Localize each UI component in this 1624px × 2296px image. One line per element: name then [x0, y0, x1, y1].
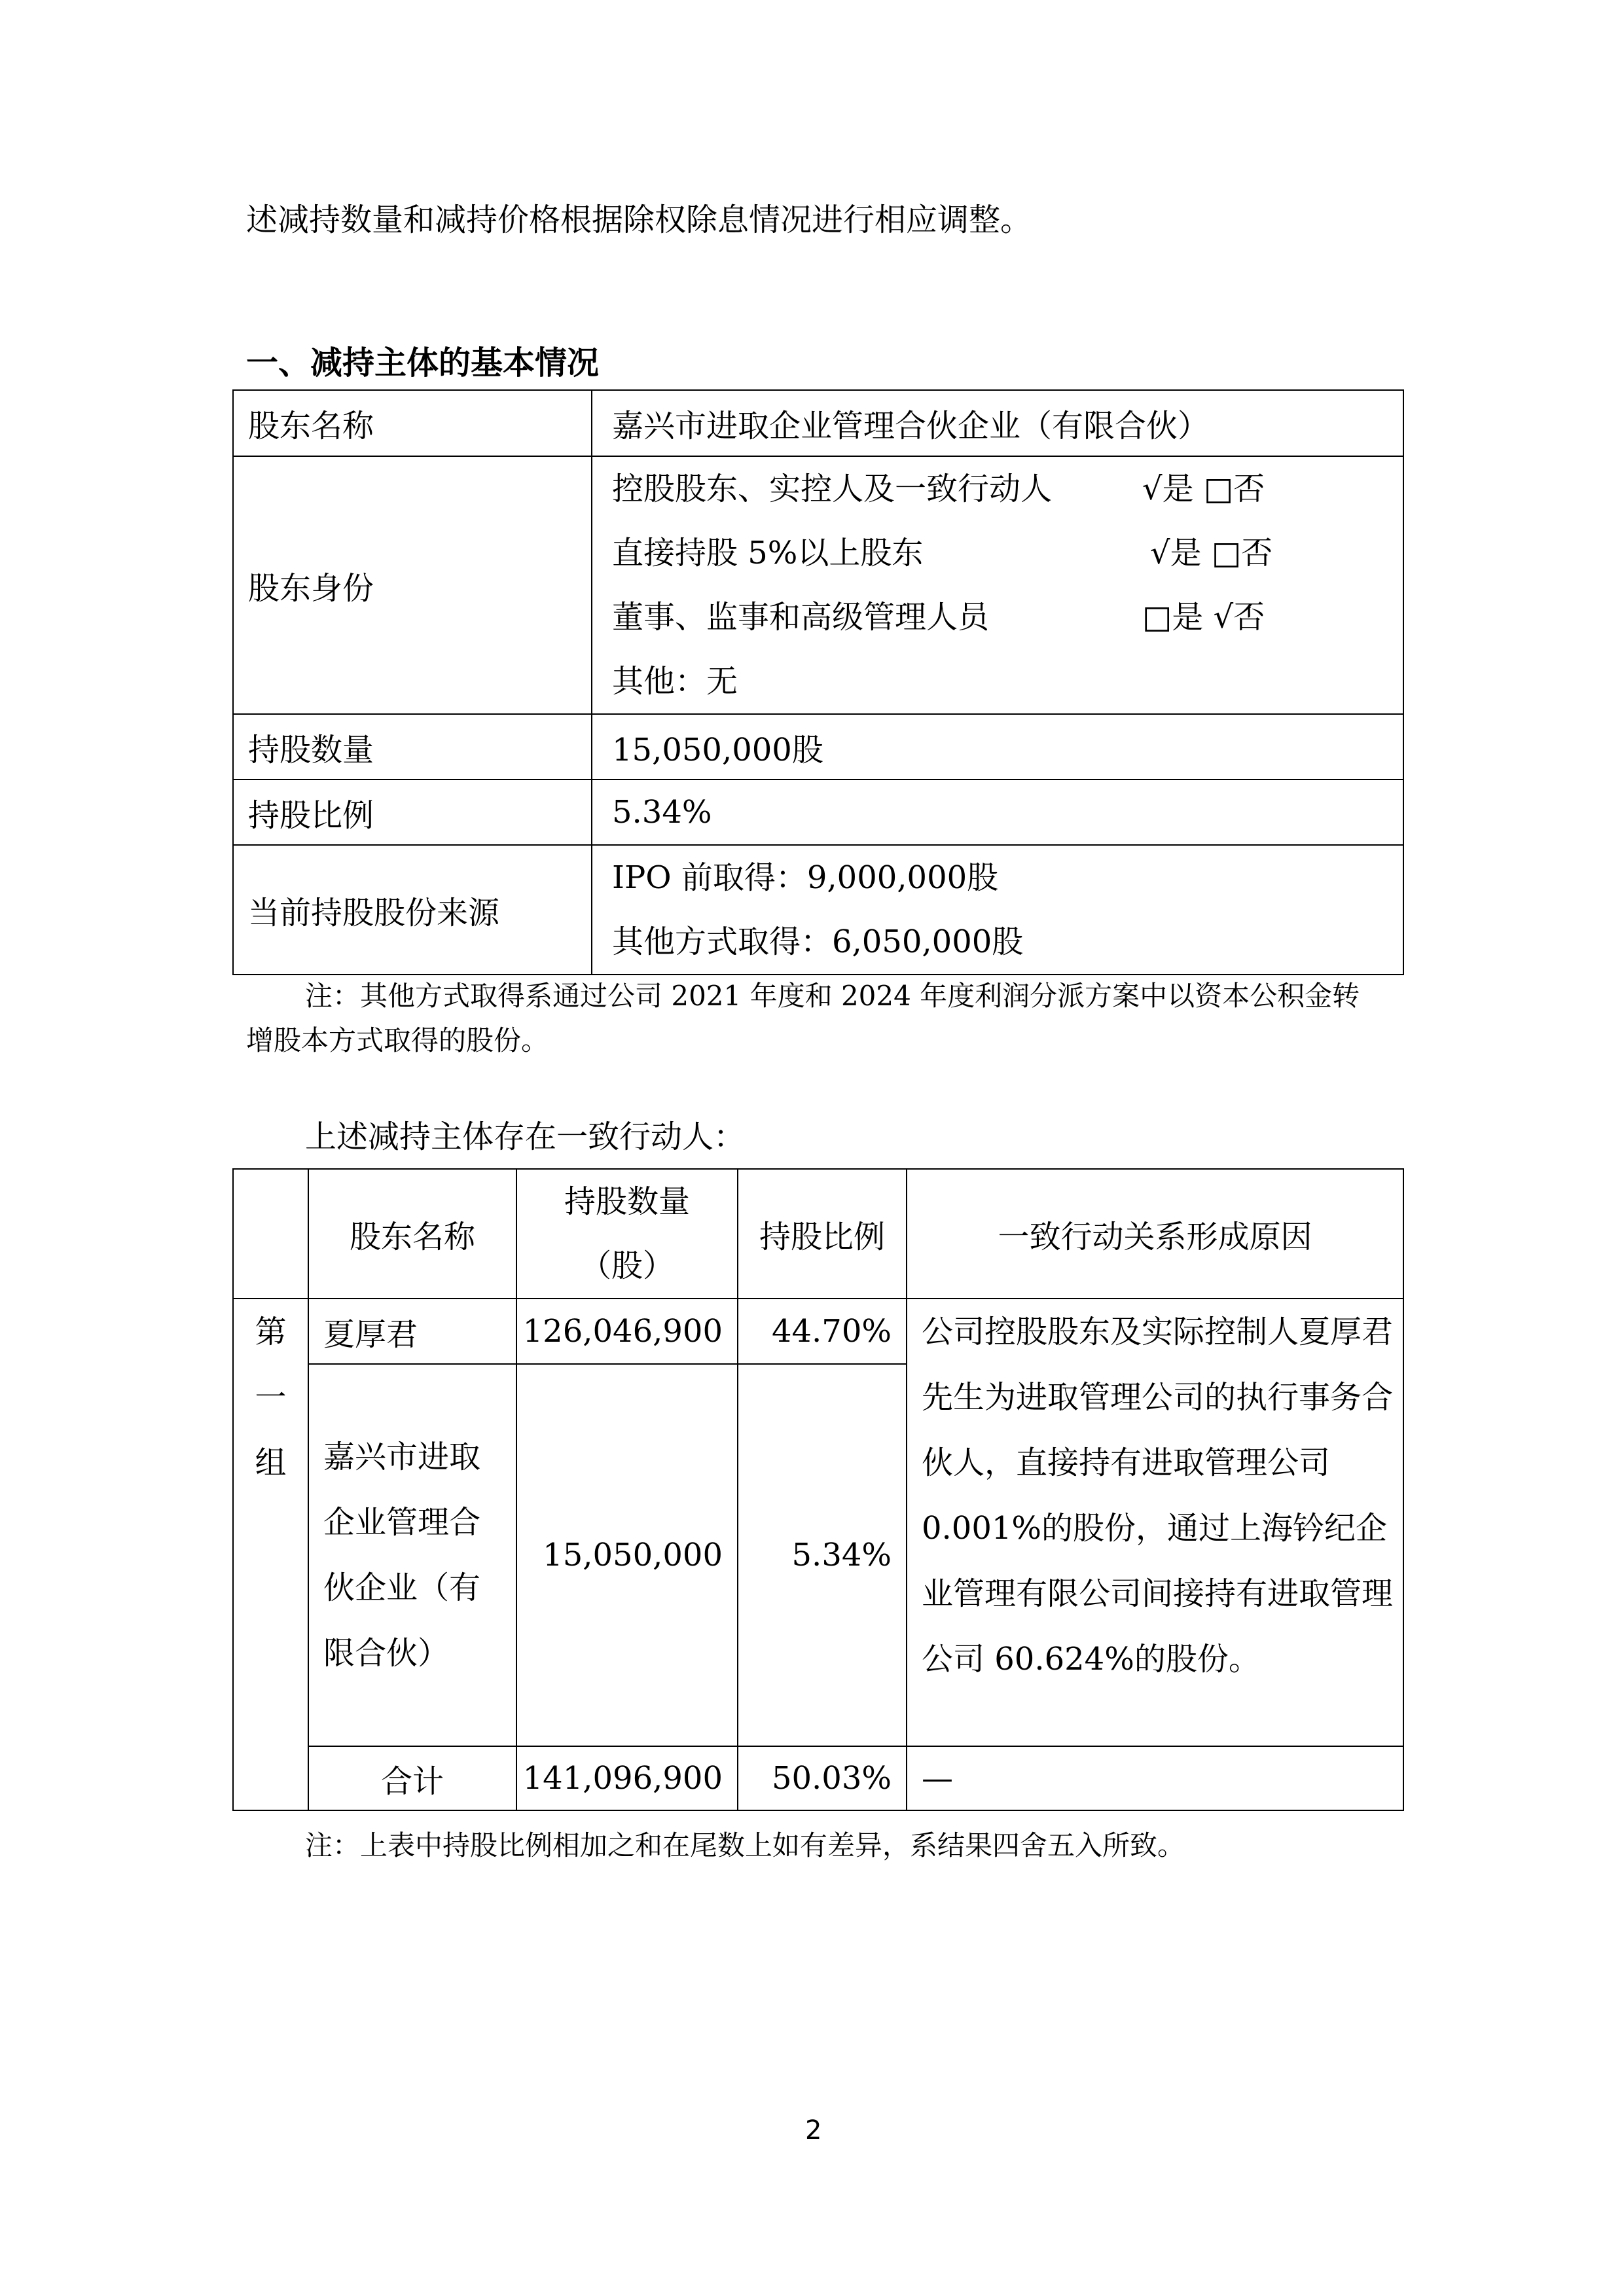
total-shares: 141,096,900: [516, 1746, 738, 1810]
row-shares: 126,046,900: [516, 1299, 738, 1364]
identity-other: 其他：无: [612, 663, 738, 700]
identity-row-check: √是 □否: [1142, 471, 1265, 507]
total-reason: —: [907, 1746, 1403, 1810]
header-reason: 一致行动关系形成原因: [907, 1169, 1403, 1299]
row-ratio: 5.34%: [738, 1364, 907, 1746]
source-line: IPO 前取得：9,000,000股: [612, 859, 999, 896]
shares-value: 15,050,000股: [592, 714, 1403, 780]
holder-basic-table: [232, 389, 1404, 975]
identity-row: [612, 585, 1403, 649]
concert-intro: 上述减持主体存在一致行动人：: [305, 1119, 746, 1155]
identity-row: [612, 457, 1403, 521]
row-name: 夏厚君: [308, 1299, 516, 1364]
group-label-char: 组: [255, 1444, 287, 1481]
source-line: 其他方式取得：6,050,000股: [612, 924, 1024, 960]
note1-line1: 注：其他方式取得系通过公司 2021 年度和 2024 年度利润分派方案中以资本公积金转: [305, 980, 1360, 1012]
header-blank: [233, 1169, 308, 1299]
ratio-value: 5.34%: [592, 780, 1403, 845]
holder-identity-cell: [592, 456, 1403, 714]
identity-row-text: 董事、监事和高级管理人员: [612, 599, 990, 636]
group-label-char: 第: [255, 1314, 287, 1350]
row-ratio: 44.70%: [738, 1299, 907, 1364]
group-label: [233, 1299, 308, 1810]
header-ratio: 持股比例: [738, 1169, 907, 1299]
row-name: 嘉兴市进取企业管理合伙企业（有限合伙）: [308, 1364, 516, 1746]
section-title: 一、减持主体的基本情况: [246, 344, 600, 382]
total-ratio: 50.03%: [738, 1746, 907, 1810]
page-number: 2: [805, 2115, 822, 2145]
header-shares-line1: 持股数量: [564, 1183, 690, 1220]
row-shares: 15,050,000: [516, 1364, 738, 1746]
header-name: 股东名称: [308, 1169, 516, 1299]
identity-row-text: 直接持股 5%以上股东: [612, 535, 924, 571]
header-shares-line2: （股）: [579, 1247, 674, 1284]
source-cell: [592, 845, 1403, 975]
reason-text: 公司控股股东及实际控制人夏厚君先生为进取管理公司的执行事务合伙人，直接持有进取管理公司 0.001%的股份，通过上海钤纪企业管理有限公司间接持有进取管理公司 60.624%的股份。: [907, 1299, 1403, 1746]
note1-line2: 增股本方式取得的股份。: [246, 1024, 549, 1056]
concert-party-table: [232, 1168, 1404, 1811]
ratio-label: 持股比例: [233, 780, 592, 845]
identity-row-check: □是 √否: [1142, 599, 1265, 636]
intro-line: 述减持数量和减持价格根据除权除息情况进行相应调整。: [246, 202, 1032, 238]
identity-row: [612, 521, 1403, 585]
source-label: 当前持股股份来源: [233, 845, 592, 975]
header-shares: [516, 1169, 738, 1299]
holder-identity-label: 股东身份: [233, 456, 592, 714]
holder-name-label: 股东名称: [233, 390, 592, 456]
shares-label: 持股数量: [233, 714, 592, 780]
total-label: 合计: [308, 1746, 516, 1810]
holder-name-value: 嘉兴市进取企业管理合伙企业（有限合伙）: [592, 390, 1403, 456]
group-label-char: 一: [255, 1379, 287, 1416]
note2: 注：上表中持股比例相加之和在尾数上如有差异，系结果四舍五入所致。: [305, 1829, 1185, 1861]
identity-row-text: 控股股东、实控人及一致行动人: [612, 471, 1053, 507]
identity-row-check: √是 □否: [1150, 535, 1273, 571]
